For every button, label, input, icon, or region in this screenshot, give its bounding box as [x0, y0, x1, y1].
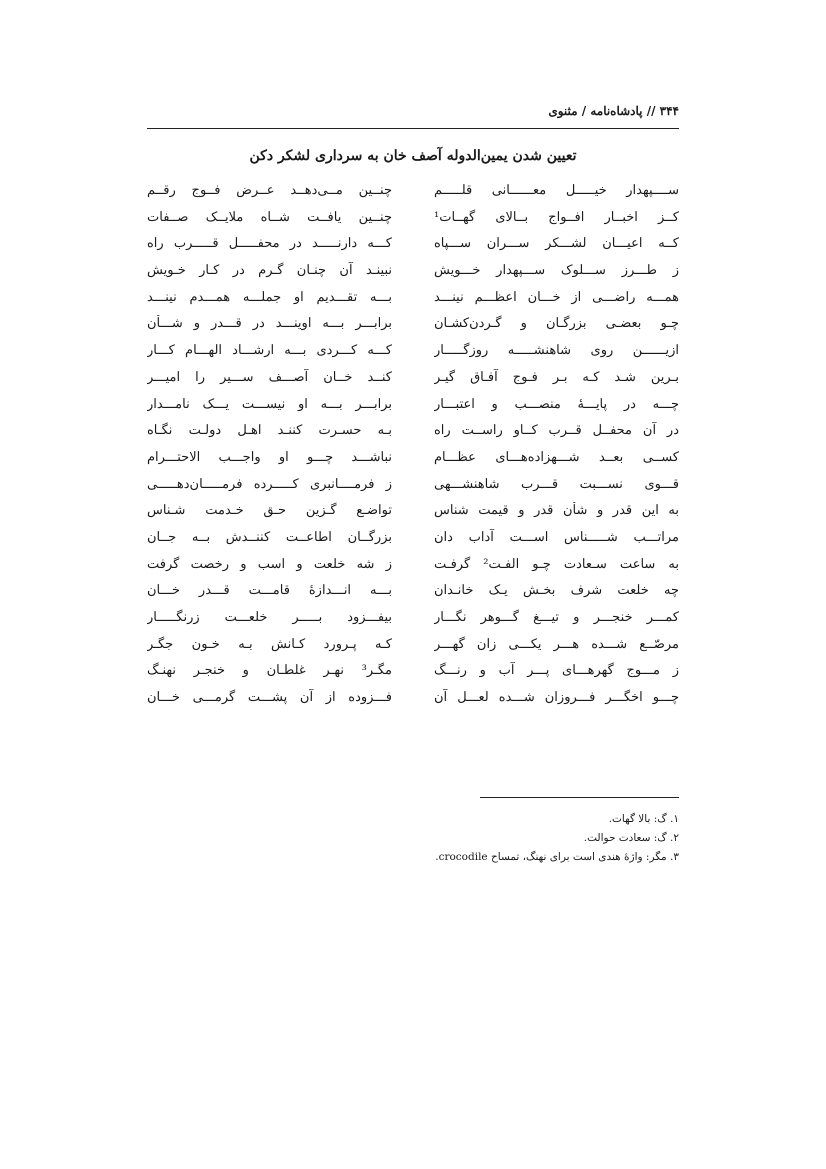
couplet [147, 396, 679, 423]
first-hemistich: ســــپهدار خیـــــل معــــــانی قلـــــم [434, 183, 679, 198]
second-hemistich: فـــزوده از آن پشـــت گرمـــی خـــان [147, 690, 392, 706]
couplet [147, 422, 679, 449]
couplet [147, 449, 679, 476]
second-hemistich: مگـر³ نهـر غلطـان و خنجـر نهنـگ [147, 663, 392, 679]
second-hemistich: چنــین مــی‌دهــد عــرض فــوج رقــم [147, 183, 392, 198]
first-hemistich: ازیــــــن روی شاهنشـــــه روزگـــــار [434, 343, 679, 359]
couplet [147, 636, 679, 663]
second-hemistich: نبینـد آن چنـان گـرم در کـار خـویش [147, 263, 392, 279]
couplet [147, 529, 679, 556]
second-hemistich: ز شه خلعت و اسب و رخصت گرفت [147, 556, 392, 572]
second-hemistich: برابـــر بـــه او نیســـت یـــک نامـــدار [147, 396, 392, 412]
second-hemistich: بـــه انـــدازهٔ قامـــت قـــدر خـــان [147, 583, 392, 599]
first-hemistich: مراتـــب شـــــناس اســـت آداب دان [434, 529, 679, 545]
couplet [147, 315, 679, 342]
couplet [147, 209, 679, 236]
couplet [147, 262, 679, 289]
second-hemistich: بـه حسـرت کننـد اهـل دولـت نگـاه [147, 423, 392, 439]
second-hemistich: چنــین یافــت شــاه ملایــک صــفات [147, 209, 392, 225]
first-hemistich: کســی بعــد شـــهزاده‌هـــای عظـــام [434, 449, 679, 465]
first-hemistich: مرصّــع شـــده هـــر یکـــی زان گهـــر [434, 636, 679, 652]
footnote-2: ۲. گ: سعادت حوالت. [583, 832, 679, 844]
couplet [147, 662, 679, 689]
first-hemistich: به ساعت سـعادت چـو الفـت² گرفـت [434, 556, 679, 572]
second-hemistich: کـــه دارنـــــد در محفـــــل قـــــرب راه [147, 236, 392, 252]
couplet [147, 369, 679, 396]
poem-body [147, 182, 679, 716]
couplet [147, 609, 679, 636]
first-hemistich: چـــو اخگـــر فـــروزان شـــده لعـــل آن [434, 690, 679, 706]
first-hemistich: کــز اخبــار افــواج بــالای گهــات¹ [434, 209, 679, 225]
second-hemistich: کـــه کـــردی بـــه ارشـــاد الهـــام کـــار [147, 343, 392, 359]
header-text: ۳۴۴ // پادشاه‌نامه / مثنوی [548, 104, 679, 118]
first-hemistich: بـرین شـد کـه بـر فـوج آفـاق گیـر [434, 369, 679, 385]
couplet [147, 342, 679, 369]
footnote-1: ۱. گ: بالا گهات. [608, 813, 679, 825]
second-hemistich: برابـــر بـــه اوینـــد در قـــدر و شـــأن [147, 316, 392, 332]
footnote-divider [480, 797, 679, 798]
first-hemistich: قـــوی نســـبت قـــرب شاهنشـــهی [434, 476, 679, 492]
second-hemistich: کـه پـرورد کـانش بـه خـون جگـر [147, 636, 392, 652]
second-hemistich: تواضـع گـزین حـق خـدمت شـناس [147, 503, 392, 519]
couplet [147, 582, 679, 609]
section-title: تعیین شدن یمین‌الدوله آصف خان به سرداری لشکر دکن [249, 148, 577, 164]
first-hemistich: ز طـــرز ســـلوک ســـپهدار خـــویش [434, 263, 679, 279]
footnote-3: ۳. مگر: واژهٔ هندی است برای نهنگ، تمساح crocodile. [435, 851, 679, 863]
first-hemistich: به این قدر و شأن قدر و قیمت شناس [434, 503, 679, 519]
second-hemistich: بـــه تقـــدیم او جملـــه همـــدم نینـــد [147, 289, 392, 305]
couplet [147, 289, 679, 316]
couplet [147, 182, 679, 209]
first-hemistich: چه خلعت شرف بخـش یـک خانـدان [434, 583, 679, 599]
couplet [147, 502, 679, 529]
first-hemistich: در آن محفــل قــرب کــاو راســت راه [434, 423, 679, 439]
second-hemistich: ز فرمــــانبری کـــــرده فرمـــــان‌دهـــــی [147, 476, 392, 492]
first-hemistich: چـــه در پایـــهٔ منصـــب و اعتبـــار [434, 396, 679, 412]
first-hemistich: چـو بعضـی بزرگـان و گـردن‌کشـان [434, 316, 679, 332]
footnotes [147, 810, 679, 867]
first-hemistich: کــه اعیـــان لشـــکر ســـران ســـپاه [434, 236, 679, 252]
first-hemistich: همـــه راضـــی از خـــان اعظـــم نینـــد [434, 289, 679, 305]
first-hemistich: ز مـــوج گهرهـــای پـــر آب و رنـــگ [434, 663, 679, 679]
first-hemistich: کمـــر خنجـــر و تیـــغ گـــوهر نگـــار [434, 610, 679, 625]
couplet [147, 476, 679, 503]
running-header [147, 98, 679, 129]
second-hemistich: بیفـــزود بـــــر خلعـــت زرنگـــــار [147, 610, 392, 625]
second-hemistich: کنــد خــان آصـــف ســـیر را امیـــر [147, 369, 392, 385]
couplet [147, 556, 679, 583]
couplet [147, 689, 679, 716]
couplet [147, 235, 679, 262]
second-hemistich: بزرگــان اطاعــت کننــدش بــه جــان [147, 529, 392, 545]
second-hemistich: نباشـــد چـــو او واجـــب الاحتـــرام [147, 449, 392, 465]
